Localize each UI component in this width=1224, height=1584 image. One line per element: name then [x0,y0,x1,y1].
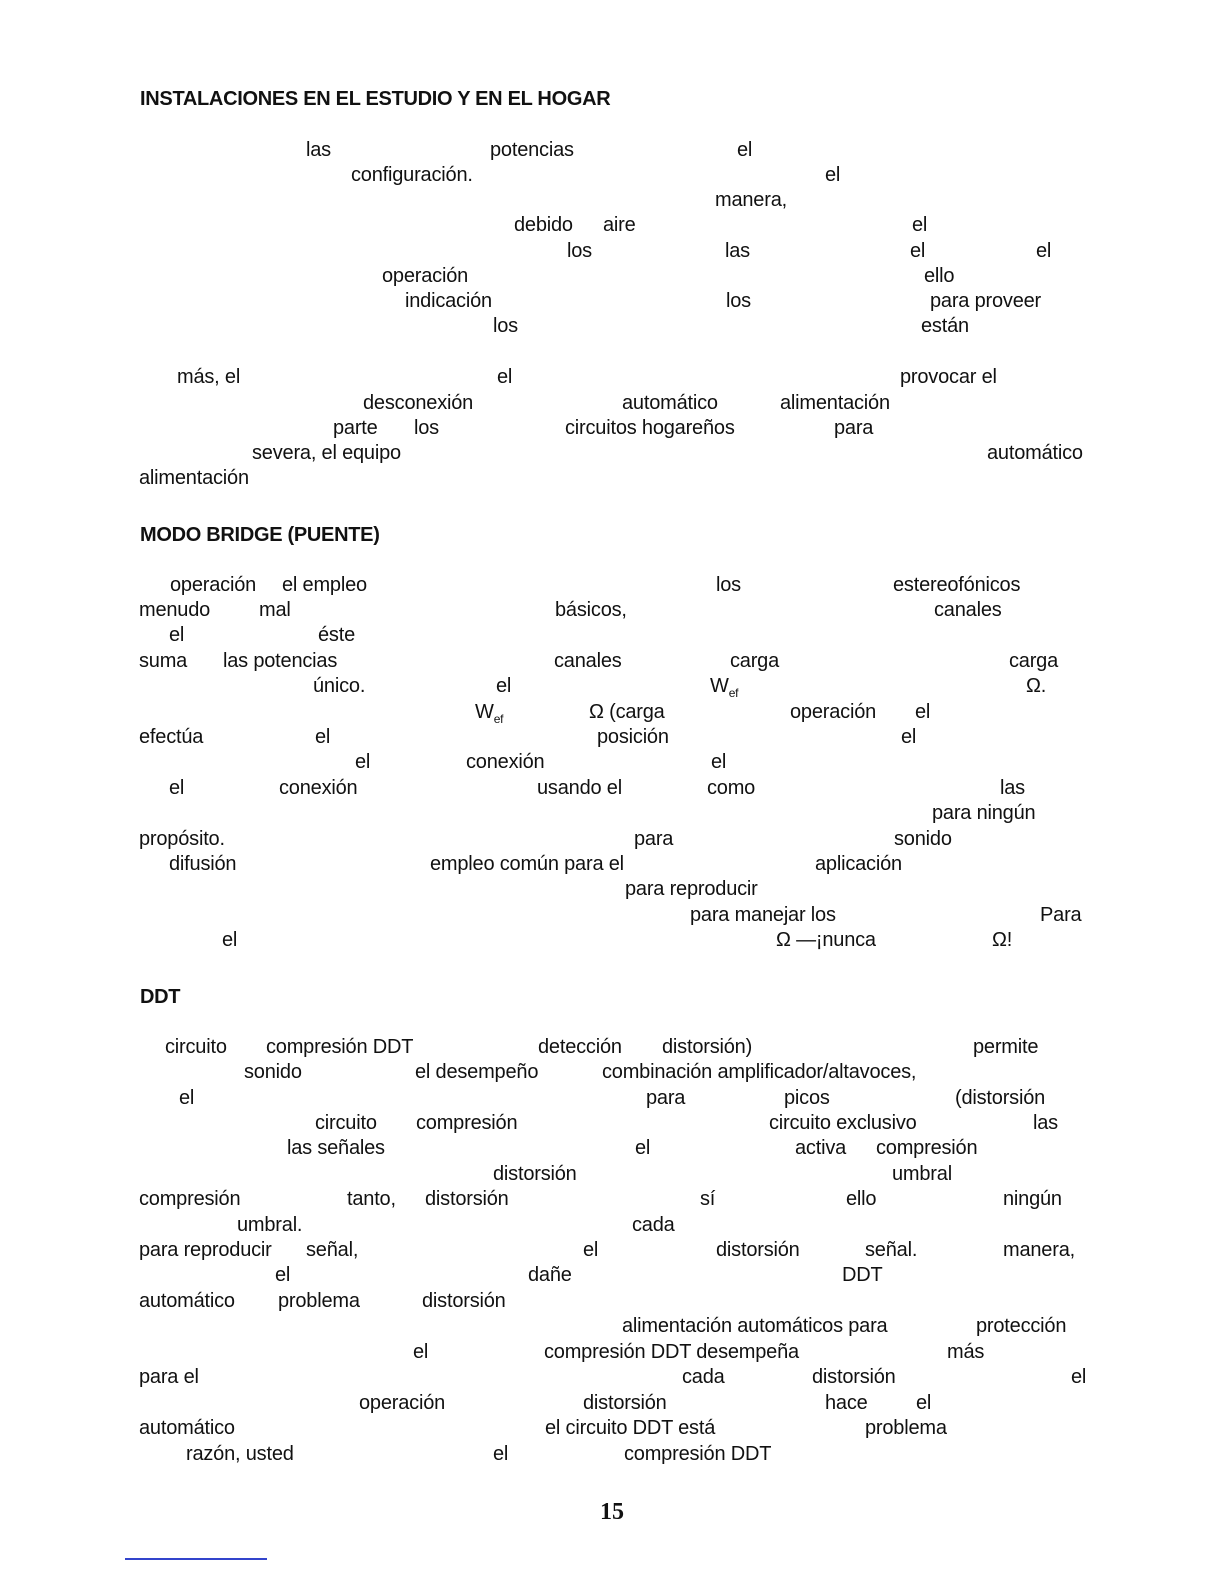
word: para ningún [932,802,1036,824]
word: el [916,1392,932,1414]
word: propósito. [139,828,225,850]
footer-rule [125,1558,267,1560]
word: para reproducir [139,1239,272,1261]
word: el circuito DDT está [545,1417,716,1439]
word: distorsión [716,1239,800,1261]
word: el [1036,240,1052,262]
word: sonido [244,1061,302,1083]
word: el [497,366,513,388]
word: señal, [306,1239,359,1261]
word: básicos, [555,599,627,621]
word: debido [514,214,573,236]
word: para [834,417,874,439]
word: el [915,701,931,723]
word: detección [538,1036,622,1058]
word: compresión [139,1188,241,1210]
word: conexión [279,777,358,799]
word: razón, usted [186,1443,294,1465]
word: el [737,139,753,161]
word: las [1033,1112,1058,1134]
word: manera, [1003,1239,1075,1261]
word: distorsión [583,1392,667,1414]
word: mal [259,599,291,621]
word: distorsión [812,1366,896,1388]
word: sí [700,1188,716,1210]
word: operación [382,265,469,287]
word: menudo [139,599,211,621]
word: los [567,240,592,262]
word: ello [846,1188,877,1210]
word: conexión [466,751,545,773]
word: manera, [715,189,787,211]
word: los [493,315,518,337]
word: el [635,1137,651,1159]
word: el [496,675,512,697]
word: el [222,929,238,951]
word: alimentación automáticos para [622,1315,888,1337]
word: el [315,726,331,748]
word: el [912,214,928,236]
word: circuito exclusivo [769,1112,917,1134]
word: el [275,1264,291,1286]
word: para [634,828,674,850]
watts-rms-symbol: $W_{ef}$ [475,701,504,726]
word: alimentación [780,392,890,414]
word: el [169,624,185,646]
word: el [179,1087,195,1109]
word: dañe [528,1264,572,1286]
word: aire [603,214,636,236]
word: efectúa [139,726,204,748]
word: tanto, [347,1188,396,1210]
word: cada [682,1366,725,1388]
word: el [355,751,371,773]
word: canales [934,599,1002,621]
word: indicación [405,290,492,312]
word: más [947,1341,985,1363]
word: DDT [842,1264,883,1286]
word: (distorsión [955,1087,1046,1109]
word: carga [730,650,780,672]
word: permite [973,1036,1039,1058]
word: parte [333,417,378,439]
word: más, el [177,366,241,388]
word: distorsión [425,1188,509,1210]
word: protección [976,1315,1067,1337]
word: ningún [1003,1188,1062,1210]
word: potencias [490,139,574,161]
word: los [414,417,439,439]
word: distorsión [422,1290,506,1312]
word: Ω (carga [589,701,665,723]
word: el [711,751,727,773]
word: estereofónicos [893,574,1021,596]
word: combinación amplificador/altavoces, [602,1061,917,1083]
word: automático [987,442,1083,464]
word: el [169,777,185,799]
word: canales [554,650,622,672]
word: circuitos hogareños [565,417,735,439]
word: severa, el equipo [252,442,401,464]
word: carga [1009,650,1059,672]
word: usando el [537,777,622,799]
word: las [1000,777,1025,799]
word: como [707,777,756,799]
word: operación [359,1392,446,1414]
word: los [726,290,751,312]
word: automático [139,1290,235,1312]
word: para reproducir [625,878,758,900]
word: compresión DDT [266,1036,414,1058]
word: desconexión [363,392,474,414]
word: Ω. [1026,675,1047,697]
word: umbral [892,1163,952,1185]
word: las [306,139,331,161]
word: configuración. [351,164,473,186]
word: para el [139,1366,199,1388]
section-heading-bridge-mode: MODO BRIDGE (PUENTE) [140,524,380,546]
word: compresión [876,1137,978,1159]
word: operación [170,574,257,596]
word: problema [278,1290,360,1312]
word: activa [795,1137,847,1159]
word: el [1071,1366,1087,1388]
word: compresión DDT desempeña [544,1341,799,1363]
word: aplicación [815,853,902,875]
word: las [725,240,750,262]
word: Para [1040,904,1082,926]
word: suma [139,650,188,672]
word: distorsión [493,1163,577,1185]
watts-rms-symbol: $W_{ef}$ [710,675,739,700]
word: los [716,574,741,596]
word: provocar el [900,366,997,388]
word: difusión [169,853,237,875]
word: posición [597,726,669,748]
word: empleo común para el [430,853,624,875]
word: picos [784,1087,830,1109]
word: problema [865,1417,947,1439]
word: las potencias [223,650,338,672]
word: éste [318,624,356,646]
word: circuito [315,1112,377,1134]
word: automático [139,1417,235,1439]
word: único. [313,675,366,697]
word: Ω! [992,929,1013,951]
word: el [583,1239,599,1261]
word: el [825,164,841,186]
word: el [413,1341,429,1363]
word: las señales [287,1137,385,1159]
word: alimentación [139,467,249,489]
word: hace [825,1392,868,1414]
section-heading-ddt: DDT [140,986,181,1008]
word: compresión [416,1112,518,1134]
word: automático [622,392,718,414]
word: sonido [894,828,952,850]
word: para [646,1087,686,1109]
word: cada [632,1214,675,1236]
word: el desempeño [415,1061,539,1083]
word: distorsión) [662,1036,753,1058]
word: circuito [165,1036,227,1058]
section-heading-installations: INSTALACIONES EN EL ESTUDIO Y EN EL HOGAR [140,88,611,110]
word: operación [790,701,877,723]
word: ello [924,265,955,287]
word: compresión DDT [624,1443,772,1465]
word: para proveer [930,290,1041,312]
word: el [910,240,926,262]
word: el [493,1443,509,1465]
word: señal. [865,1239,918,1261]
word: umbral. [237,1214,303,1236]
word: el empleo [282,574,367,596]
word: están [921,315,969,337]
page-number: 15 [600,1499,624,1525]
word: Ω —¡nunca [776,929,876,951]
word: para manejar los [690,904,836,926]
word: el [901,726,917,748]
